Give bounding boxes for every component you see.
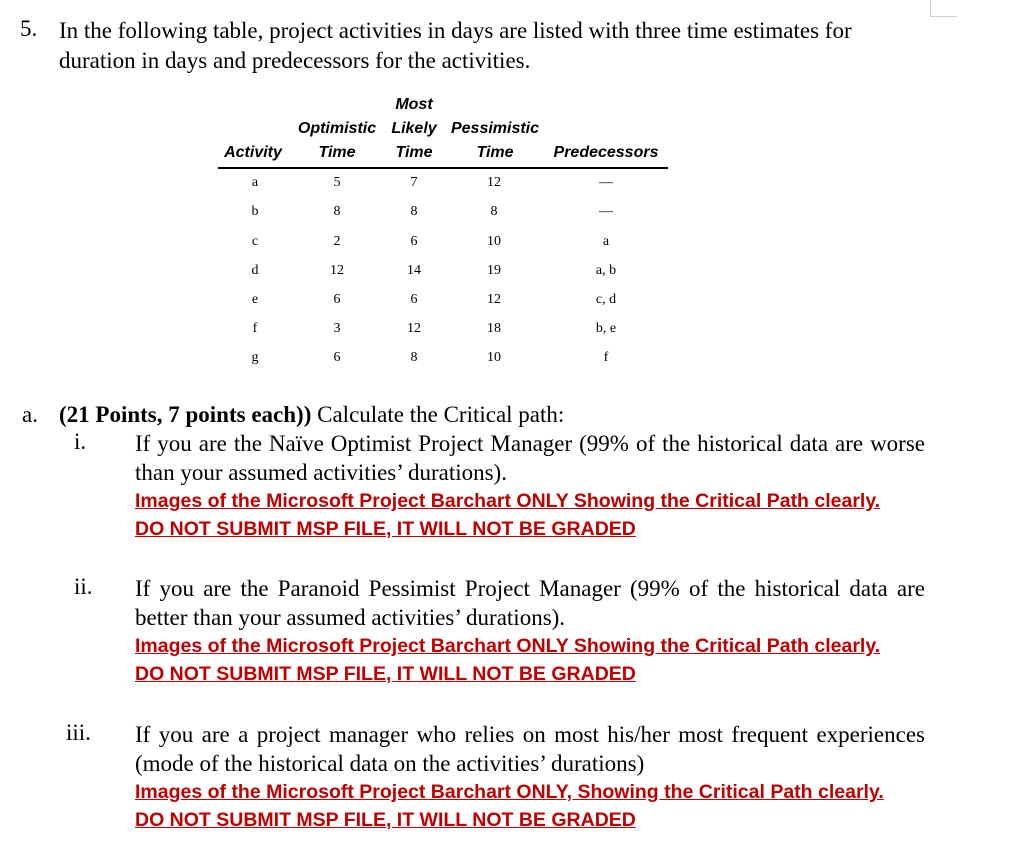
item-i-warning: DO NOT SUBMIT MSP FILE, IT WILL NOT BE GRADED xyxy=(135,518,636,540)
cell-activity: g xyxy=(251,350,259,365)
item-iii-instruction: Images of the Microsoft Project Barchart ONLY, Showing the Critical Path clearly. xyxy=(135,781,884,803)
cell-optimistic: 6 xyxy=(333,292,341,307)
activity-table xyxy=(218,96,668,381)
cell-predecessors: — xyxy=(599,204,613,219)
item-iii-text: If you are a project manager who relies on most his/her most frequent experiences (mode of the historical data on the activities’ durations) xyxy=(135,722,925,776)
header-optimistic-time: Time xyxy=(318,144,356,161)
cell-most-likely: 6 xyxy=(410,292,418,307)
cell-pessimistic: 10 xyxy=(487,350,501,365)
header-most: Most xyxy=(395,96,433,113)
question-number: 5. xyxy=(20,16,38,41)
cell-optimistic: 3 xyxy=(333,321,341,336)
cell-activity: b xyxy=(251,204,259,219)
cell-most-likely: 8 xyxy=(410,350,418,365)
header-likely-time: Time xyxy=(395,144,433,161)
cell-activity: d xyxy=(251,263,259,278)
header-predecessors: Predecessors xyxy=(553,144,659,161)
header-pessimistic-time: Time xyxy=(476,144,514,161)
header-likely: Likely xyxy=(391,120,437,137)
cell-most-likely: 14 xyxy=(407,263,421,278)
cell-optimistic: 5 xyxy=(333,175,341,190)
question-text: In the following table, project activities in days are listed with three time estimates for duration in days and predecessors for the activities. xyxy=(59,18,852,73)
item-i-numeral: i. xyxy=(74,429,87,454)
item-i xyxy=(135,429,925,543)
item-ii-numeral: ii. xyxy=(74,574,93,599)
part-a-points: (21 Points, 7 points each)) xyxy=(59,402,312,427)
item-ii-instruction: Images of the Microsoft Project Barchart ONLY Showing the Critical Path clearly. xyxy=(135,635,881,657)
cell-predecessors: c, d xyxy=(595,292,617,307)
cell-optimistic: 12 xyxy=(330,263,344,278)
cell-optimistic: 6 xyxy=(333,350,341,365)
item-ii-text: If you are the Paranoid Pessimist Project Manager (99% of the historical data are better than your assumed activities’ durations). xyxy=(135,576,925,630)
part-a-heading xyxy=(59,402,564,428)
cell-predecessors: a, b xyxy=(595,263,617,278)
cell-pessimistic: 12 xyxy=(487,292,501,307)
cell-activity: a xyxy=(251,175,259,190)
header-optimistic: Optimistic xyxy=(297,120,377,137)
item-ii xyxy=(135,574,925,688)
item-iii xyxy=(135,720,925,834)
cell-most-likely: 12 xyxy=(407,321,421,336)
header-activity: Activity xyxy=(224,144,282,161)
table-header-rule xyxy=(218,167,668,169)
cell-predecessors: — xyxy=(599,175,613,190)
cell-pessimistic: 8 xyxy=(490,204,498,219)
cell-predecessors: a xyxy=(602,234,610,249)
page-corner-mark xyxy=(930,0,957,17)
cell-optimistic: 2 xyxy=(333,234,341,249)
cell-activity: c xyxy=(251,234,259,249)
part-a-label: a. xyxy=(22,402,38,427)
item-ii-warning: DO NOT SUBMIT MSP FILE, IT WILL NOT BE GRADED xyxy=(135,663,636,685)
cell-most-likely: 8 xyxy=(410,204,418,219)
item-iii-warning: DO NOT SUBMIT MSP FILE, IT WILL NOT BE GRADED xyxy=(135,809,636,831)
cell-optimistic: 8 xyxy=(333,204,341,219)
cell-pessimistic: 10 xyxy=(487,234,501,249)
header-pessimistic: Pessimistic xyxy=(450,120,540,137)
part-a-text: Calculate the Critical path: xyxy=(311,402,565,427)
cell-pessimistic: 19 xyxy=(487,263,501,278)
cell-pessimistic: 18 xyxy=(487,321,501,336)
cell-pessimistic: 12 xyxy=(487,175,501,190)
cell-most-likely: 6 xyxy=(410,234,418,249)
item-iii-numeral: iii. xyxy=(66,720,91,745)
item-i-text: If you are the Naïve Optimist Project Manager (99% of the historical data are worse than your assumed activities’ durations). xyxy=(135,431,925,485)
cell-predecessors: f xyxy=(603,350,609,365)
cell-most-likely: 7 xyxy=(410,175,418,190)
item-i-instruction: Images of the Microsoft Project Barchart ONLY Showing the Critical Path clearly. xyxy=(135,490,881,512)
cell-predecessors: b, e xyxy=(595,321,617,336)
cell-activity: e xyxy=(251,292,259,307)
cell-activity: f xyxy=(252,321,258,336)
